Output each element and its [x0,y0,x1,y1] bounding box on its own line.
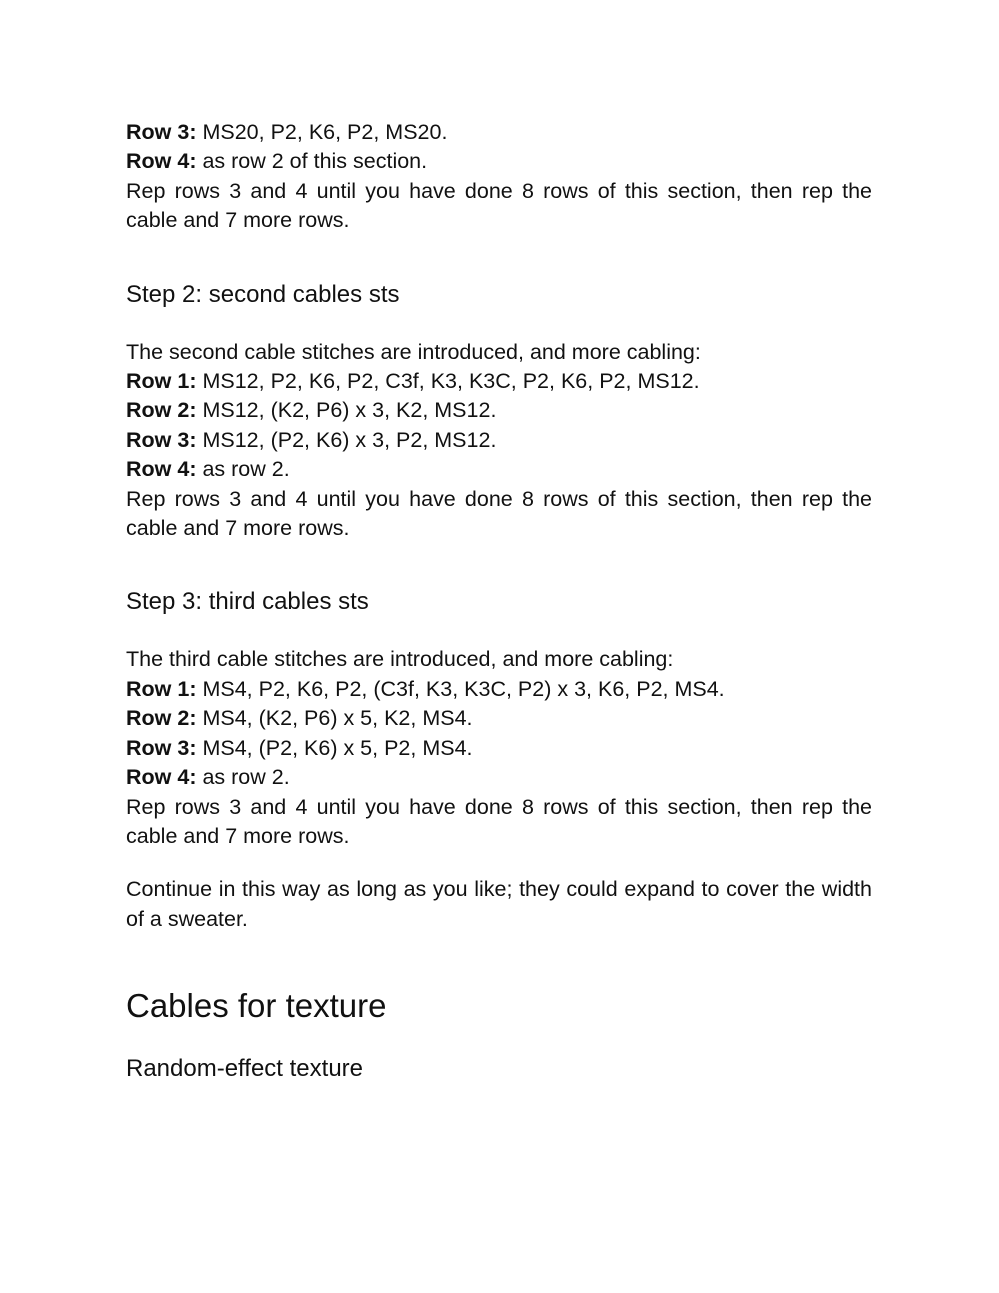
repeat-instruction: Rep rows 3 and 4 until you have done 8 rows of this section, then rep the cable and 7 more rows. [126,794,872,848]
row-label: Row 3: [126,120,197,144]
pattern-row [126,734,872,763]
document-page [126,118,872,1084]
step-intro: The third cable stitches are introduced, and more cabling: [126,647,674,672]
step-heading: Step 2: second cables sts [126,280,400,308]
pattern-row [126,455,872,484]
row-label: Row 3: [126,735,197,760]
pattern-row [126,704,872,733]
closing-paragraph: Continue in this way as long as you like; they could expand to cover the width of a sweater. [126,877,872,931]
row-instructions: MS12, P2, K6, P2, C3f, K3, K3C, P2, K6, P2, MS12. [196,369,700,394]
row-instructions: as row 2. [196,457,290,482]
subsection-heading: Random-effect texture [126,1055,364,1083]
row-label: Row 2: [126,706,197,731]
pattern-row [126,367,872,396]
row-label: Row 1: [126,676,197,701]
row-instructions: as row 2 of this section. [196,149,428,174]
row-instructions: MS12, (K2, P6) x 3, K2, MS12. [196,398,497,423]
pattern-row [126,763,872,792]
row-instructions: MS4, (K2, P6) x 5, K2, MS4. [196,706,473,731]
pattern-row [126,675,872,704]
section-1 [126,118,872,236]
pattern-row [126,118,872,147]
row-label: Row 3: [126,427,197,452]
row-label: Row 4: [126,457,197,482]
row-label: Row 4: [126,765,197,790]
row-instructions: MS4, P2, K6, P2, (C3f, K3, K3C, P2) x 3, K6, P2, MS4. [196,676,725,701]
row-instructions: MS4, (P2, K6) x 5, P2, MS4. [196,735,473,760]
pattern-row [126,396,872,425]
row-instructions: MS20, P2, K6, P2, MS20. [196,120,448,144]
section-heading: Cables for texture [126,987,387,1025]
pattern-row [126,147,872,176]
step-2-section [126,280,872,544]
pattern-row [126,426,872,455]
step-heading: Step 3: third cables sts [126,588,369,616]
row-instructions: as row 2. [196,765,290,790]
row-instructions: MS12, (P2, K6) x 3, P2, MS12. [196,427,497,452]
row-label: Row 4: [126,149,197,174]
step-intro: The second cable stitches are introduced, and more cabling: [126,339,701,364]
step-3-section [126,587,872,851]
repeat-instruction: Rep rows 3 and 4 until you have done 8 rows of this section, then rep the cable and 7 more rows. [126,486,872,541]
row-label: Row 2: [126,398,197,423]
row-label: Row 1: [126,369,197,394]
repeat-instruction: Rep rows 3 and 4 until you have done 8 rows of this section, then rep the cable and 7 more rows. [126,178,872,233]
